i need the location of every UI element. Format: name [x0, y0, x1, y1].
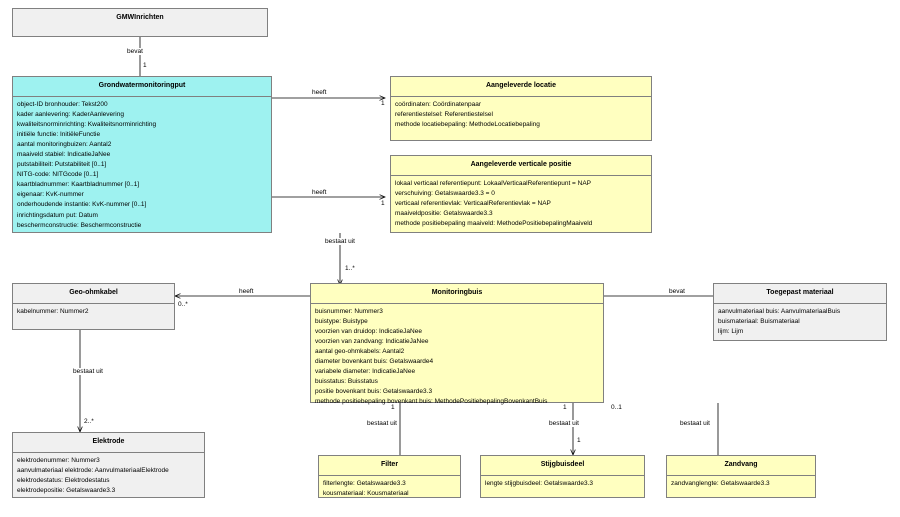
edge-label-heeft-kabel: heeft: [239, 288, 254, 295]
class-elektrode[interactable]: [12, 432, 205, 498]
class-attributes: [714, 304, 886, 341]
class-toegepast-materiaal[interactable]: [713, 283, 887, 341]
attribute: lijm: Lijm: [718, 327, 744, 335]
edge-label-bevat-top: bevat: [127, 48, 143, 55]
attribute: buistype: Buistype: [315, 317, 368, 325]
mult-label-verticaal: 1: [381, 200, 385, 207]
class-attributes: [319, 476, 460, 503]
attribute: elektrodestatus: Elektrodestatus: [17, 476, 110, 484]
attribute: voorzien van zandvang: IndicatieJaNee: [315, 338, 429, 346]
mult-label-filter-source: 1: [391, 404, 395, 411]
class-title: Geo-ohmkabel: [13, 284, 174, 304]
attribute: filterlengte: Getalswaarde3.3: [323, 479, 406, 487]
attribute: methode positiebepaling maaiveld: MethodePositiebepalingMaaiveld: [395, 220, 593, 228]
class-aangeleverde-verticale-positie[interactable]: [390, 155, 652, 233]
class-zandvang[interactable]: [666, 455, 816, 498]
attribute: kousmateriaal: Kousmateriaal: [323, 489, 409, 497]
class-title: Stijgbuisdeel: [481, 456, 644, 476]
class-title: Aangeleverde locatie: [391, 77, 651, 97]
mult-label-stijgbuis-target: 1: [577, 437, 581, 444]
class-monitoringbuis[interactable]: [310, 283, 604, 406]
class-grondwatermonitoringput[interactable]: [12, 76, 272, 233]
class-title: GMWInrichten: [116, 14, 164, 21]
attribute: aantal geo-ohmkabels: Aantal2: [315, 348, 405, 356]
class-title: Aangeleverde verticale positie: [391, 156, 651, 176]
attribute: methode positiebepaling bovenkant buis: MethodePositiebepalingBovenkantBuis: [315, 398, 548, 406]
mult-label-buis: 1..*: [345, 265, 355, 272]
edge-label-bestaat-uit-stijgbuis: bestaat uit: [549, 420, 579, 427]
attribute: zandvanglengte: Getalswaarde3.3: [671, 479, 770, 487]
class-attributes: [391, 97, 651, 134]
class-attributes: [391, 176, 651, 233]
attribute: elektrodenummer: Nummer3: [17, 456, 100, 464]
edge-label-bevat-materiaal: bevat: [669, 288, 685, 295]
class-stijgbuisdeel[interactable]: [480, 455, 645, 498]
attribute: onderhoudende instantie: KvK-nummer [0..1]: [17, 201, 147, 209]
attribute: kwaliteitsnorminrichting: Kwaliteitsnorminrichting: [17, 120, 157, 128]
attribute: initiële functie: InitiëleFunctie: [17, 131, 101, 139]
mult-label-locatie: 1: [381, 100, 385, 107]
attribute: elektrodepositie: Getalswaarde3.3: [17, 487, 116, 495]
attribute: methode locatiebepaling: MethodeLocatiebepaling: [395, 120, 540, 128]
class-geo-ohmkabel[interactable]: [12, 283, 175, 330]
attribute: buisstatus: Buisstatus: [315, 378, 378, 386]
attribute: aanvulmateriaal buis: AanvulmateriaalBuis: [718, 307, 841, 315]
class-gmwinrichten[interactable]: [12, 8, 268, 37]
attribute: verschuiving: Getalswaarde3.3 = 0: [395, 189, 495, 197]
attribute: buismateriaal: Buismateriaal: [718, 317, 800, 325]
attribute: maaiveld stabiel: IndicatieJaNee: [17, 151, 111, 159]
attribute: NITG-code: NITGcode [0..1]: [17, 171, 99, 179]
attribute: putstabiliteit: Putstabiliteit [0..1]: [17, 161, 107, 169]
class-aangeleverde-locatie[interactable]: [390, 76, 652, 141]
class-attributes: [13, 453, 204, 500]
attribute: kader aanlevering: KaderAanlevering: [17, 110, 124, 118]
attribute: buisnummer: Nummer3: [315, 307, 383, 315]
attribute: lengte stijgbuisdeel: Getalswaarde3.3: [485, 479, 594, 487]
mult-label-elektrode: 2..*: [84, 418, 94, 425]
attribute: inrichtingsdatum put: Datum: [17, 211, 98, 219]
class-attributes: [13, 97, 271, 235]
class-title: Grondwatermonitoringput: [13, 77, 271, 97]
class-attributes: [481, 476, 644, 493]
attribute: referentiestelsel: Referentiestelsel: [395, 110, 493, 118]
attribute: voorzien van druidop: IndicatieJaNee: [315, 327, 422, 335]
edge-label-bestaat-uit-elektrode: bestaat uit: [73, 368, 103, 375]
attribute: positie bovenkant buis: Getalswaarde3.3: [315, 388, 433, 396]
edge-label-bestaat-uit-filter: bestaat uit: [367, 420, 397, 427]
class-filter[interactable]: [318, 455, 461, 498]
class-attributes: [667, 476, 815, 493]
attribute: object-ID bronhouder: Tekst200: [17, 100, 108, 108]
attribute: aantal monitoringbuizen: Aantal2: [17, 141, 112, 149]
attribute: maaiveldpositie: Getalswaarde3.3: [395, 210, 493, 218]
class-title: Monitoringbuis: [311, 284, 603, 304]
attribute: variabele diameter: IndicatieJaNee: [315, 368, 416, 376]
edge-label-bestaat-uit-zandvang: bestaat uit: [680, 420, 710, 427]
attribute: verticaal referentievlak: VerticaalReferentievlak = NAP: [395, 199, 551, 207]
attribute: eigenaar: KvK-nummer: [17, 191, 84, 199]
edge-label-heeft-locatie: heeft: [312, 89, 327, 96]
attribute: kaartbladnummer: Kaartbladnummer [0..1]: [17, 181, 140, 189]
class-attributes: [311, 304, 603, 412]
class-attributes: [13, 304, 174, 321]
edge-label-heeft-verticaal: heeft: [312, 189, 327, 196]
attribute: lokaal verticaal referentiepunt: LokaalVerticaalReferentiepunt = NAP: [395, 179, 592, 187]
attribute: kabelnummer: Nummer2: [17, 307, 89, 315]
mult-label-top: 1: [143, 62, 147, 69]
mult-label-zandvang-source: 0..1: [611, 404, 622, 411]
class-title: Elektrode: [13, 433, 204, 453]
attribute: aanvulmateriaal elektrode: AanvulmateriaalElektrode: [17, 466, 169, 474]
class-title: Zandvang: [667, 456, 815, 476]
attribute: coördinaten: Coördinatenpaar: [395, 100, 482, 108]
edge-label-bestaat-uit-buis: bestaat uit: [325, 238, 355, 245]
class-title: Filter: [319, 456, 460, 476]
mult-label-stijgbuis-source: 1: [563, 404, 567, 411]
mult-label-kabel: 0..*: [178, 301, 188, 308]
attribute: diameter bovenkant buis: Getalswaarde4: [315, 358, 434, 366]
attribute: beschermconstructie: Beschermconstructie: [17, 221, 142, 229]
class-title: Toegepast materiaal: [714, 284, 886, 304]
